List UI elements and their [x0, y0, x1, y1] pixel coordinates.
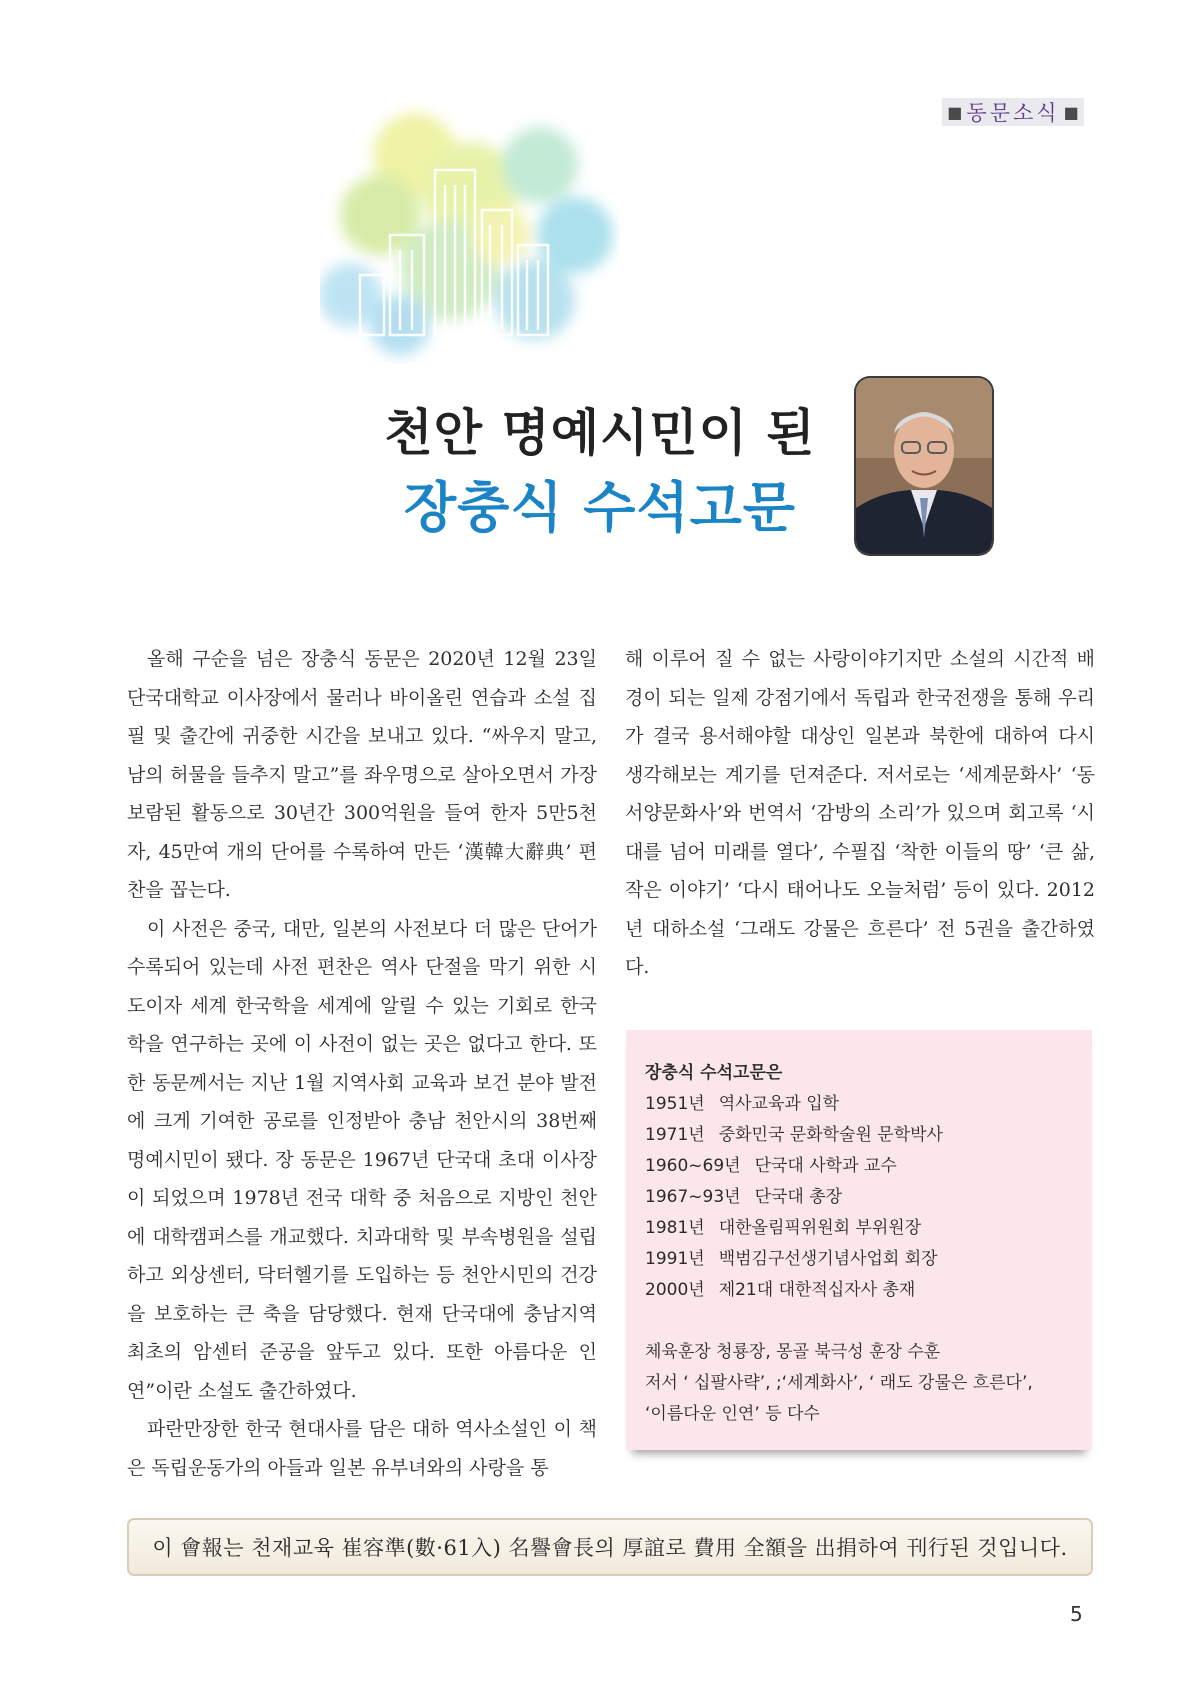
- bio-career-desc: 단국대 총장: [754, 1187, 843, 1207]
- bio-career-item: [645, 1120, 943, 1145]
- bio-career-desc: 중화민국 문화학술원 문학박사: [718, 1125, 943, 1145]
- bio-career-desc: 대한올림픽위원회 부위원장: [718, 1218, 922, 1238]
- section-tag-label: 동문소식: [966, 101, 1060, 125]
- bio-career-item: [645, 1275, 915, 1300]
- bio-career-desc: 제21대 대한적십자사 총재: [718, 1280, 916, 1300]
- title-line-2: 장충식 수석고문: [404, 476, 796, 539]
- portrait-photo: [856, 378, 992, 554]
- bio-career-desc: 단국대 사학과 교수: [754, 1156, 897, 1176]
- bio-note: 저서 ‘ 십팔사략’, ;‘세계화사’, ‘ 래도 강물은 흐른다’,: [645, 1373, 1033, 1393]
- bio-career-year: 1991년: [645, 1249, 705, 1269]
- bio-career-year: 1971년: [645, 1125, 705, 1145]
- article-paragraph: 올해 구순을 넘은 장충식 동문은 2020년 12월 23일 단국대학교 이사장에서 물러나 바이올린 연습과 소설 집필 및 출간에 귀중한 시간을 보내고 있다. “싸우지 말고, 남의 허물을 들추지 말고”를 좌우명으로 살아오면서 가장 보람된 활동으로 30년간 300억원을 들여 한자 5만5천자, 45만여 개의 단어를 수록하여 만든 ‘漢韓大辭典’ 편찬을 꼽는다.: [127, 648, 597, 901]
- bio-box: [626, 1030, 1092, 1450]
- bio-career-desc: 백범김구선생기념사업회 회장: [718, 1249, 938, 1269]
- article-paragraph: 해 이루어 질 수 없는 사랑이야기지만 소설의 시간적 배경이 되는 일제 강점기에서 독립과 한국전쟁을 통해 우리가 결국 용서해야할 대상인 일본과 북한에 대하여 다시 생각해보는 계기를 던져준다. 저서로는 ‘세계문화사’ ‘동서양문화사’와 번역서 ‘감방의 소리’가 있으며 회고록 ‘시대를 넘어 미래를 열다’, 수필집 ‘착한 이들의 땅’ ‘큰 삶, 작은 이야기’ ‘다시 태어나도 오늘처럼’ 등이 있다. 2012년 대하소설 ‘그래도 강물은 흐른다’ 전 5권을 출간하였다.: [625, 648, 1095, 978]
- bio-career-desc: 역사교육과 입학: [718, 1094, 840, 1114]
- title-line-1: 천안 명예시민이 된: [384, 404, 816, 462]
- bio-career-year: 2000년: [645, 1280, 705, 1300]
- page-number: 5: [1070, 1602, 1083, 1626]
- bio-note: ‘이름다운 인연’ 등 다수: [645, 1404, 820, 1424]
- article-paragraph: 이 사전은 중국, 대만, 일본의 사전보다 더 많은 단어가 수록되어 있는데 사전 편찬은 역사 단절을 막기 위한 시도이자 세계 한국학을 세계에 알릴 수 있는 기회로 한국학을 연구하는 곳에 이 사전이 없는 곳은 없다고 한다. 또한 동문께서는 지난 1월 지역사회 교육과 보건 분야 발전에 크게 기여한 공로를 인정받아 충남 천안시의 38번째 명예시민이 됐다. 장 동문은 1967년 단국대 초대 이사장이 되었으며 1978년 전국 대학 중 처음으로 지방인 천안에 대학캠퍼스를 개교했다. 치과대학 및 부속병원을 설립하고 외상센터, 닥터헬기를 도입하는 등 천안시민의 건강을 보호하는 큰 축을 담당했다. 현재 단국대에 충남지역 최초의 암센터 준공을 앞두고 있다. 또한 아름다운 인연”이란 소설도 출간하였다.: [127, 917, 597, 1402]
- square-bullet-icon: ■: [1063, 102, 1079, 122]
- article-paragraph: 파란만장한 한국 현대사를 담은 대하 역사소설인 이 책은 독립운동가의 아들과 일본 유부녀와의 사랑을 통: [127, 1418, 597, 1479]
- footer-notice-text: 이 會報는 천재교육 崔容準(數·61入) 名譽會長의 厚誼로 費用 全額을 出捐하여 刊行된 것입니다.: [152, 1536, 1068, 1560]
- bio-career-year: 1960~69년: [645, 1156, 741, 1176]
- article-title: [380, 400, 820, 544]
- bio-career-year: 1951년: [645, 1094, 705, 1114]
- bio-career-item: [645, 1151, 897, 1176]
- article-column-left: [127, 640, 597, 1487]
- bio-career-year: 1967~93년: [645, 1187, 741, 1207]
- square-bullet-icon: ■: [947, 102, 963, 122]
- bio-career-item: [645, 1244, 938, 1269]
- bio-career-item: [645, 1089, 839, 1114]
- bio-note: 체육훈장 청룡장, 몽골 북극성 훈장 수훈: [645, 1342, 941, 1362]
- bio-title: 장충식 수석고문은: [645, 1063, 783, 1083]
- article-column-right: [625, 640, 1095, 987]
- bio-career-year: 1981년: [645, 1218, 705, 1238]
- footer-notice: [127, 1518, 1093, 1576]
- watercolor-city-illustration: [320, 95, 620, 365]
- bio-career-item: [645, 1213, 921, 1238]
- bio-career-item: [645, 1182, 842, 1207]
- section-tag: [942, 98, 1084, 126]
